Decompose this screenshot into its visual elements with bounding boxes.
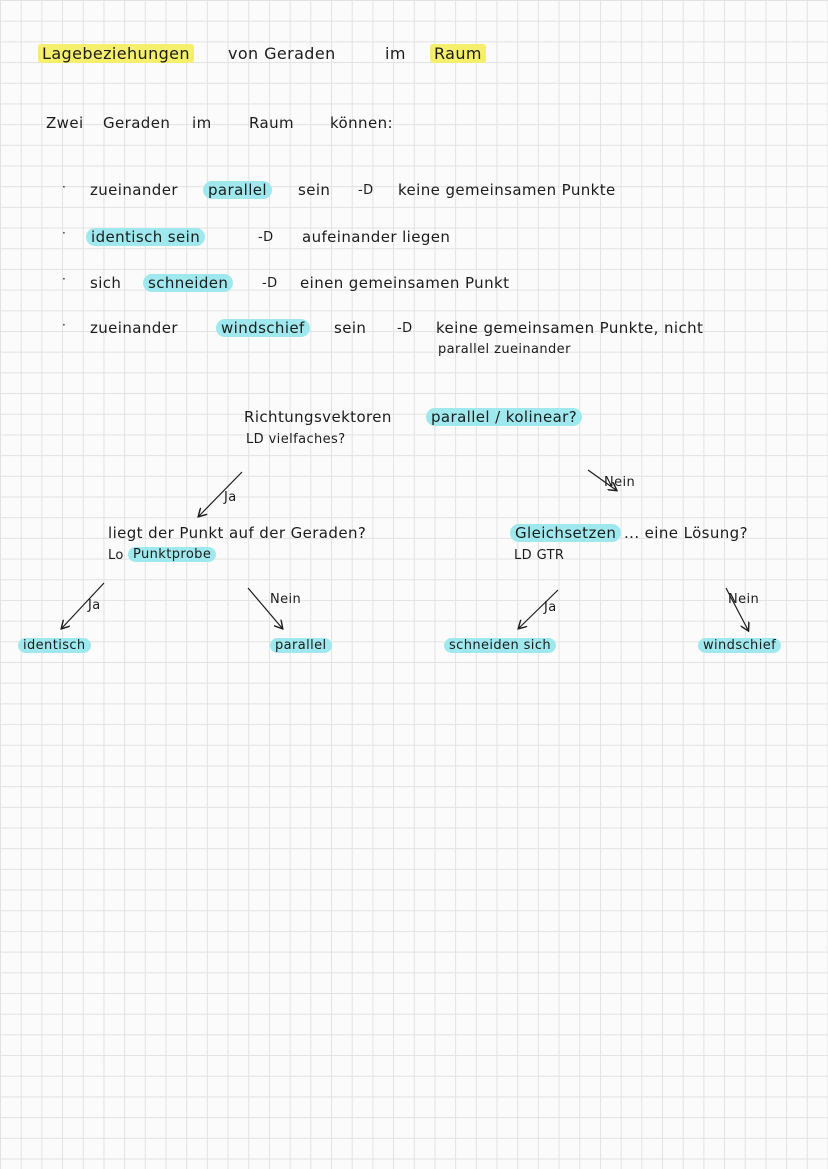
right-sub: LD GTR <box>514 548 565 563</box>
label-nein-left: Nein <box>270 592 302 607</box>
item-3-arrow: -D <box>262 276 278 291</box>
label-nein-root: Nein <box>604 475 636 490</box>
item-2-arrow: -D <box>258 230 274 245</box>
item-2-highlight: identisch sein <box>86 228 205 246</box>
intro-word: können: <box>330 114 393 132</box>
right-question: ... eine Lösung? <box>624 524 748 542</box>
item-4-post: sein <box>334 319 367 337</box>
leaf-parallel: parallel <box>270 638 332 654</box>
item-3-highlight: schneiden <box>143 274 233 292</box>
label-nein-right: Nein <box>728 592 760 607</box>
right-question-highlight: Gleichsetzen <box>510 524 621 542</box>
bullet-dot: · <box>62 318 66 332</box>
tree-question-sub: LD vielfaches? <box>246 432 346 447</box>
item-1-result: keine gemeinsamen Punkte <box>398 181 616 199</box>
bullet-dot: · <box>62 180 66 194</box>
title-highlight: Lagebeziehungen <box>38 44 194 63</box>
item-4-highlight: windschief <box>216 319 310 337</box>
item-4-pre: zueinander <box>90 319 178 337</box>
title-im: im <box>385 44 406 63</box>
left-question: liegt der Punkt auf der Geraden? <box>108 524 367 542</box>
intro-word: Geraden <box>103 114 171 132</box>
label-ja-right: Ja <box>544 600 557 615</box>
item-1-arrow: -D <box>358 183 374 198</box>
title-raum-highlight: Raum <box>430 44 486 63</box>
item-3-result: einen gemeinsamen Punkt <box>300 274 510 292</box>
left-sub: Punktprobe <box>128 547 216 563</box>
leaf-identisch: identisch <box>18 638 91 654</box>
intro-word: Raum <box>249 114 295 132</box>
label-ja-left: Ja <box>88 598 101 613</box>
leaf-windschief: windschief <box>698 638 781 654</box>
label-ja-root: Ja <box>224 490 237 505</box>
intro-word: im <box>192 114 212 132</box>
bullet-dot: · <box>62 272 66 286</box>
item-4-arrow: -D <box>397 321 413 336</box>
tree-question-highlight: parallel / kolinear? <box>426 408 582 426</box>
item-4-result: keine gemeinsamen Punkte, nicht <box>436 319 704 337</box>
item-3-pre: sich <box>90 274 122 292</box>
leaf-schneiden: schneiden sich <box>444 638 556 654</box>
title-rest: von Geraden <box>228 44 336 63</box>
item-1-post: sein <box>298 181 331 199</box>
item-1-pre: zueinander <box>90 181 178 199</box>
left-sub-prefix: Lo <box>108 548 124 563</box>
bullet-dot: · <box>62 226 66 240</box>
item-2-result: aufeinander liegen <box>302 228 451 246</box>
tree-question: Richtungsvektoren <box>244 408 392 426</box>
item-4-result-line2: parallel zueinander <box>438 342 571 357</box>
item-1-highlight: parallel <box>203 181 272 199</box>
intro-word: Zwei <box>46 114 84 132</box>
